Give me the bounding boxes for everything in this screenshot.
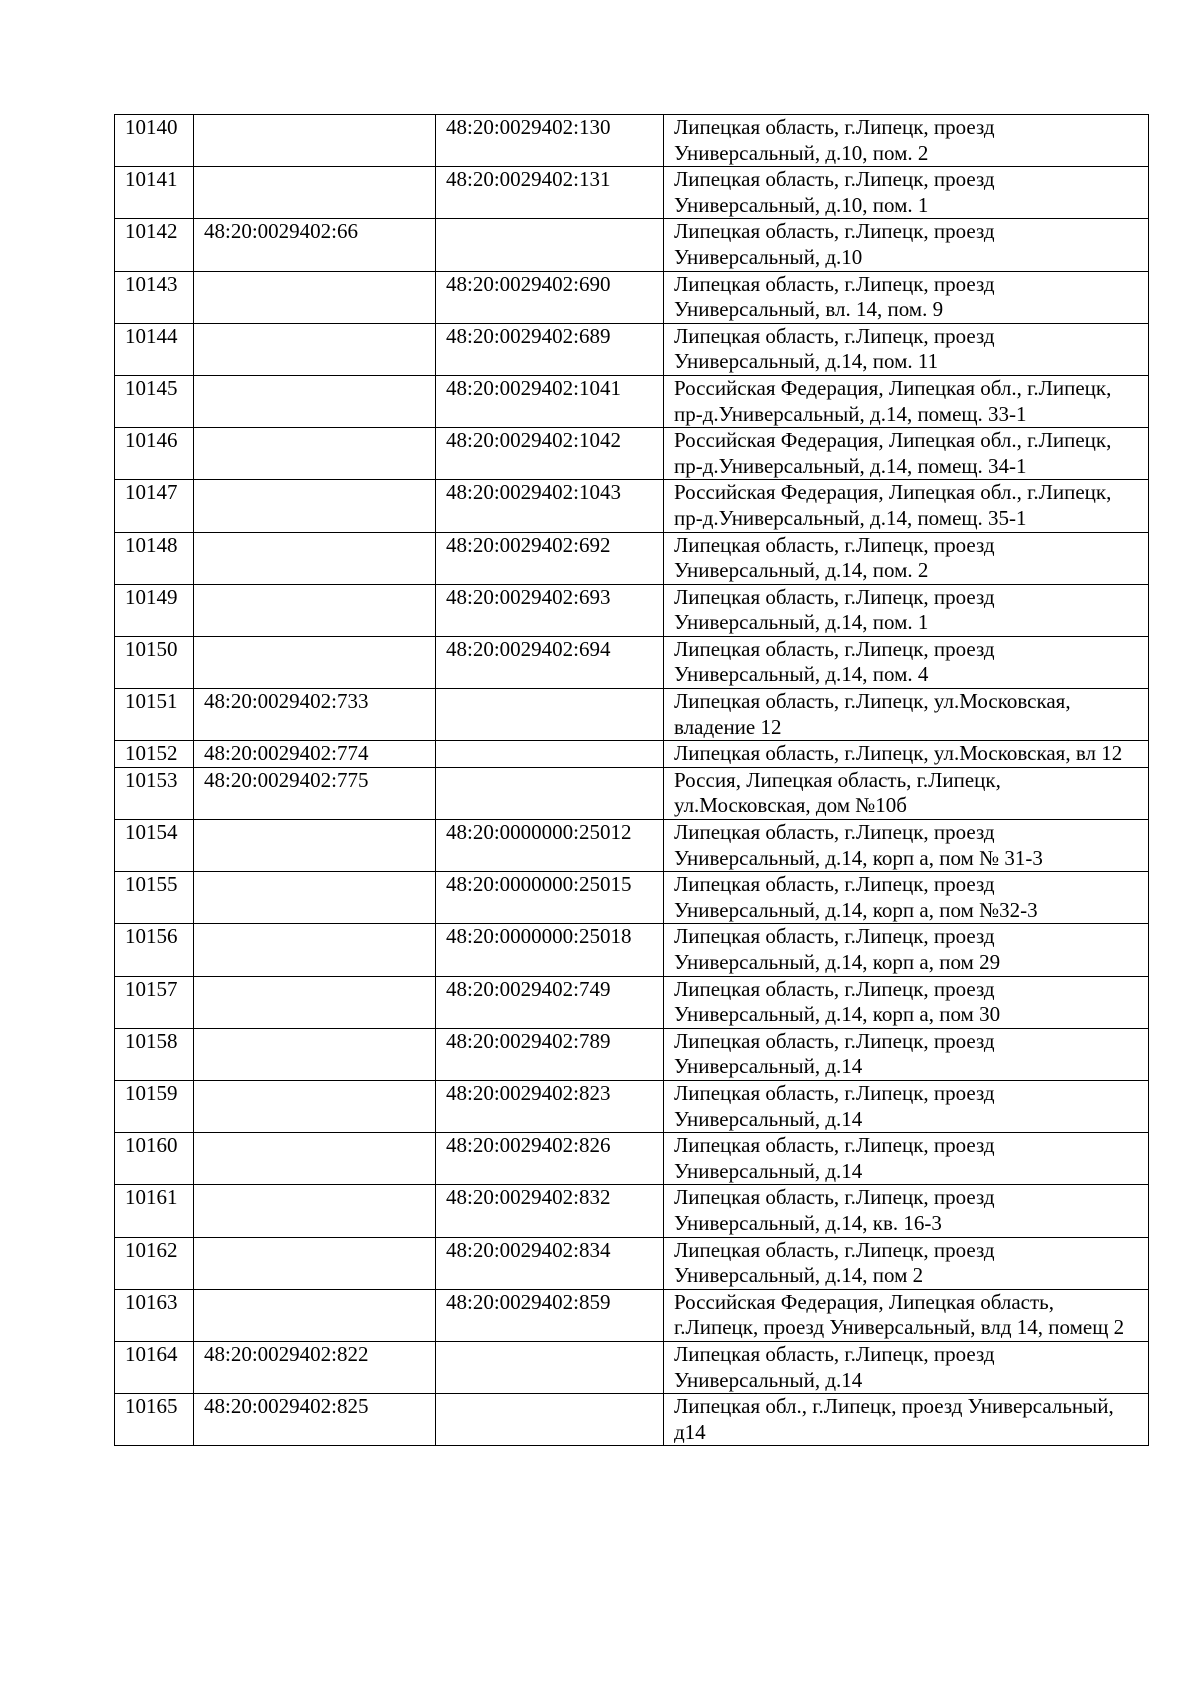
object-cadastral-number: 48:20:0029402:130 (436, 115, 664, 167)
address: Липецкая область, г.Липецк, проезд Универсальный, д.14 (664, 1133, 1149, 1185)
table-row (115, 1341, 1149, 1393)
address: Липецкая область, г.Липецк, проезд Универсальный, д.10, пом. 2 (664, 115, 1149, 167)
address: Липецкая область, г.Липецк, проезд Универсальный, д.14, пом. 1 (664, 584, 1149, 636)
land-plot-cadastral-number (194, 872, 436, 924)
land-plot-cadastral-number (194, 480, 436, 532)
registry-table-body (115, 115, 1149, 1446)
table-row (115, 1133, 1149, 1185)
object-cadastral-number (436, 767, 664, 819)
table-row (115, 636, 1149, 688)
object-cadastral-number: 48:20:0029402:789 (436, 1028, 664, 1080)
row-number: 10144 (115, 323, 194, 375)
table-row (115, 428, 1149, 480)
table-row (115, 271, 1149, 323)
object-cadastral-number: 48:20:0000000:25015 (436, 872, 664, 924)
land-plot-cadastral-number (194, 323, 436, 375)
address: Липецкая область, г.Липецк, проезд Универсальный, д.14, пом. 11 (664, 323, 1149, 375)
land-plot-cadastral-number (194, 428, 436, 480)
land-plot-cadastral-number (194, 1028, 436, 1080)
table-row (115, 323, 1149, 375)
land-plot-cadastral-number (194, 924, 436, 976)
row-number: 10157 (115, 976, 194, 1028)
address: Липецкая область, г.Липецк, проезд Универсальный, д.10 (664, 219, 1149, 271)
address: Российская Федерация, Липецкая область, г.Липецк, проезд Универсальный, влд 14, помещ 2 (664, 1289, 1149, 1341)
table-row (115, 767, 1149, 819)
land-plot-cadastral-number (194, 584, 436, 636)
row-number: 10150 (115, 636, 194, 688)
land-plot-cadastral-number (194, 1080, 436, 1132)
row-number: 10159 (115, 1080, 194, 1132)
address: Липецкая область, г.Липецк, проезд Универсальный, д.14, корп а, пом 30 (664, 976, 1149, 1028)
row-number: 10151 (115, 689, 194, 741)
row-number: 10140 (115, 115, 194, 167)
land-plot-cadastral-number: 48:20:0029402:775 (194, 767, 436, 819)
land-plot-cadastral-number: 48:20:0029402:822 (194, 1341, 436, 1393)
row-number: 10164 (115, 1341, 194, 1393)
address: Российская Федерация, Липецкая обл., г.Липецк, пр-д.Универсальный, д.14, помещ. 33-1 (664, 375, 1149, 427)
land-plot-cadastral-number (194, 820, 436, 872)
row-number: 10156 (115, 924, 194, 976)
row-number: 10161 (115, 1185, 194, 1237)
object-cadastral-number: 48:20:0029402:859 (436, 1289, 664, 1341)
object-cadastral-number (436, 741, 664, 768)
object-cadastral-number: 48:20:0029402:823 (436, 1080, 664, 1132)
object-cadastral-number: 48:20:0029402:693 (436, 584, 664, 636)
table-row (115, 115, 1149, 167)
table-row (115, 924, 1149, 976)
table-row (115, 1289, 1149, 1341)
address: Липецкая область, г.Липецк, проезд Универсальный, д.14, кв. 16-3 (664, 1185, 1149, 1237)
land-plot-cadastral-number (194, 1133, 436, 1185)
address: Липецкая область, г.Липецк, проезд Универсальный, д.14, корп а, пом №32-3 (664, 872, 1149, 924)
table-row (115, 1185, 1149, 1237)
land-plot-cadastral-number: 48:20:0029402:733 (194, 689, 436, 741)
land-plot-cadastral-number (194, 271, 436, 323)
object-cadastral-number: 48:20:0029402:1041 (436, 375, 664, 427)
table-row (115, 480, 1149, 532)
object-cadastral-number: 48:20:0029402:1043 (436, 480, 664, 532)
address: Липецкая область, г.Липецк, проезд Универсальный, д.14, пом. 4 (664, 636, 1149, 688)
object-cadastral-number: 48:20:0029402:832 (436, 1185, 664, 1237)
address: Липецкая область, г.Липецк, проезд Универсальный, д.14 (664, 1080, 1149, 1132)
address: Липецкая область, г.Липецк, проезд Универсальный, вл. 14, пом. 9 (664, 271, 1149, 323)
row-number: 10152 (115, 741, 194, 768)
object-cadastral-number (436, 1394, 664, 1446)
object-cadastral-number: 48:20:0029402:694 (436, 636, 664, 688)
land-plot-cadastral-number (194, 532, 436, 584)
table-row (115, 375, 1149, 427)
cadastral-registry-table (114, 114, 1149, 1446)
land-plot-cadastral-number: 48:20:0029402:774 (194, 741, 436, 768)
object-cadastral-number: 48:20:0029402:131 (436, 167, 664, 219)
land-plot-cadastral-number (194, 115, 436, 167)
row-number: 10148 (115, 532, 194, 584)
object-cadastral-number: 48:20:0029402:690 (436, 271, 664, 323)
row-number: 10163 (115, 1289, 194, 1341)
row-number: 10142 (115, 219, 194, 271)
row-number: 10143 (115, 271, 194, 323)
address: Российская Федерация, Липецкая обл., г.Липецк, пр-д.Универсальный, д.14, помещ. 35-1 (664, 480, 1149, 532)
row-number: 10160 (115, 1133, 194, 1185)
address: Липецкая область, г.Липецк, ул.Московская, вл 12 (664, 741, 1149, 768)
object-cadastral-number: 48:20:0029402:689 (436, 323, 664, 375)
table-row (115, 1028, 1149, 1080)
row-number: 10162 (115, 1237, 194, 1289)
land-plot-cadastral-number: 48:20:0029402:825 (194, 1394, 436, 1446)
table-row (115, 584, 1149, 636)
table-row (115, 532, 1149, 584)
object-cadastral-number: 48:20:0029402:749 (436, 976, 664, 1028)
address: Липецкая область, г.Липецк, проезд Универсальный, д.14 (664, 1028, 1149, 1080)
object-cadastral-number: 48:20:0029402:834 (436, 1237, 664, 1289)
land-plot-cadastral-number (194, 1237, 436, 1289)
row-number: 10145 (115, 375, 194, 427)
row-number: 10141 (115, 167, 194, 219)
row-number: 10149 (115, 584, 194, 636)
table-row (115, 1394, 1149, 1446)
object-cadastral-number: 48:20:0029402:692 (436, 532, 664, 584)
address: Липецкая область, г.Липецк, проезд Универсальный, д.14, корп а, пом 29 (664, 924, 1149, 976)
table-row (115, 820, 1149, 872)
object-cadastral-number: 48:20:0029402:1042 (436, 428, 664, 480)
land-plot-cadastral-number (194, 375, 436, 427)
row-number: 10158 (115, 1028, 194, 1080)
row-number: 10153 (115, 767, 194, 819)
address: Липецкая область, г.Липецк, проезд Универсальный, д.10, пом. 1 (664, 167, 1149, 219)
land-plot-cadastral-number (194, 1185, 436, 1237)
row-number: 10147 (115, 480, 194, 532)
land-plot-cadastral-number (194, 1289, 436, 1341)
row-number: 10146 (115, 428, 194, 480)
table-row (115, 219, 1149, 271)
object-cadastral-number: 48:20:0000000:25012 (436, 820, 664, 872)
table-row (115, 976, 1149, 1028)
address: Липецкая область, г.Липецк, проезд Универсальный, д.14, корп а, пом № 31-3 (664, 820, 1149, 872)
land-plot-cadastral-number: 48:20:0029402:66 (194, 219, 436, 271)
land-plot-cadastral-number (194, 636, 436, 688)
land-plot-cadastral-number (194, 976, 436, 1028)
table-row (115, 741, 1149, 768)
table-row (115, 1237, 1149, 1289)
row-number: 10155 (115, 872, 194, 924)
address: Российская Федерация, Липецкая обл., г.Липецк, пр-д.Универсальный, д.14, помещ. 34-1 (664, 428, 1149, 480)
land-plot-cadastral-number (194, 167, 436, 219)
address: Россия, Липецкая область, г.Липецк, ул.Московская, дом №10б (664, 767, 1149, 819)
address: Липецкая обл., г.Липецк, проезд Универсальный, д14 (664, 1394, 1149, 1446)
address: Липецкая область, г.Липецк, ул.Московская, владение 12 (664, 689, 1149, 741)
address: Липецкая область, г.Липецк, проезд Универсальный, д.14, пом. 2 (664, 532, 1149, 584)
row-number: 10165 (115, 1394, 194, 1446)
row-number: 10154 (115, 820, 194, 872)
object-cadastral-number (436, 219, 664, 271)
object-cadastral-number (436, 1341, 664, 1393)
table-row (115, 689, 1149, 741)
table-row (115, 1080, 1149, 1132)
table-row (115, 167, 1149, 219)
object-cadastral-number (436, 689, 664, 741)
object-cadastral-number: 48:20:0000000:25018 (436, 924, 664, 976)
object-cadastral-number: 48:20:0029402:826 (436, 1133, 664, 1185)
address: Липецкая область, г.Липецк, проезд Универсальный, д.14 (664, 1341, 1149, 1393)
address: Липецкая область, г.Липецк, проезд Универсальный, д.14, пом 2 (664, 1237, 1149, 1289)
table-row (115, 872, 1149, 924)
